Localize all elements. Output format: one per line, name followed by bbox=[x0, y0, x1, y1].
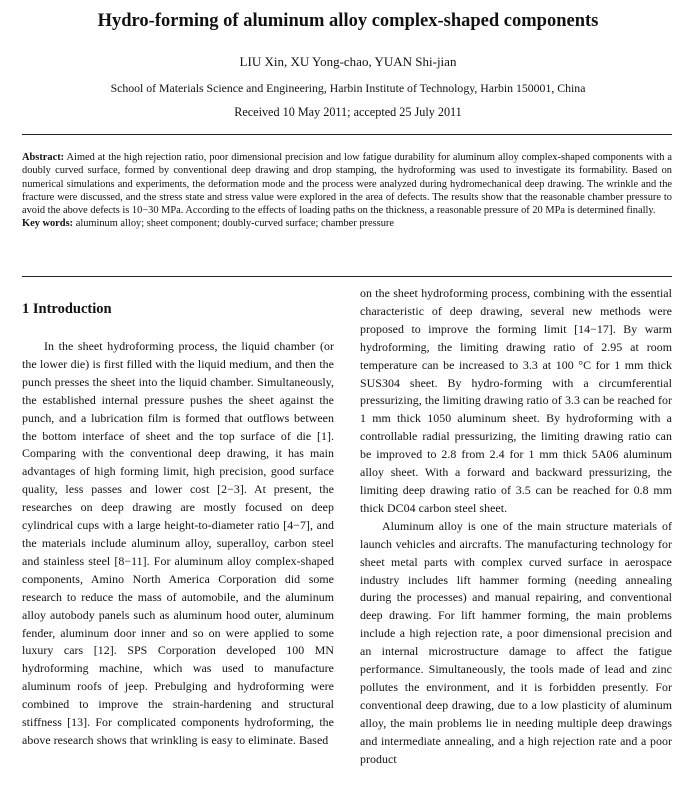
abstract-paragraph bbox=[22, 151, 672, 217]
bottom-divider bbox=[22, 276, 672, 277]
received-dates: Received 10 May 2011; accepted 25 July 2011 bbox=[234, 105, 462, 119]
right-column bbox=[360, 285, 672, 768]
top-divider bbox=[22, 134, 672, 135]
paper-title: Hydro-forming of aluminum alloy complex-shaped components bbox=[97, 11, 599, 31]
affiliation: School of Materials Science and Engineering, Harbin Institute of Technology, Harbin 150001, China bbox=[110, 81, 586, 95]
author-list: LIU Xin, XU Yong-chao, YUAN Shi-jian bbox=[239, 54, 457, 69]
keywords-paragraph bbox=[22, 217, 672, 230]
keywords-label: Key words: bbox=[22, 218, 74, 230]
section-heading: 1 Introduction bbox=[22, 301, 112, 317]
abstract-block bbox=[22, 151, 672, 231]
keywords-text: aluminum alloy; sheet component; doubly-curved surface; chamber pressure bbox=[75, 218, 394, 230]
body-paragraph: on the sheet hydroforming process, combining with the essential characteristic of deep drawing, several new methods were proposed to improve the forming limit [14−17]. By warm hydroforming, the limiting drawing ratio of 2.95 at room temperature can be increased to 3.3 at 100 °C for 1 mm thick SUS304 sheet. By hydro-forming with a circumferential pressurizing, the limiting drawing ratio of 3.3 can be reached for 1 mm thick 1050 aluminum sheet. By hydroforming with a controllable radial pressurizing, the limiting drawing ratio can be improved to 2.8 from 2.4 for 1 mm thick 5A06 aluminum alloy sheet. With a forward and backward pressurizing, the limiting deep drawing ratio of 3.5 can be reached for 0.8 mm thick DC04 carbon steel sheet. bbox=[360, 286, 672, 515]
body-paragraph: Aluminum alloy is one of the main structure materials of launch vehicles and aircrafts. The manufacturing technology for sheet metal parts with complex curved surface in aerospace industry includes lift hammer forming (needing annealing during the processes) and manual repairing, and conventional deep drawing. For lift hammer forming, the main problems include a high rejection rate, a poor dimensional precision and an internal microstructure damage to affect the fatigue performance. Simultaneously, the tools made of lead and zinc pollutes the environment, and it is forbidden presently. For conventional deep drawing, due to a low plasticity of aluminum alloy, the main problems lie in needing multiple deep drawings and intermediate annealing, and a high rejection rate and a poor product bbox=[360, 518, 672, 766]
body-paragraph: In the sheet hydroforming process, the liquid chamber (or the lower die) is first filled with the liquid medium, and then the punch presses the sheet into the liquid chamber. Simultaneously, the established internal pressure pushes the sheet against the punch, and a lubrication film is formed that outflows between the bottom interface of sheet and the top surface of die [1]. Comparing with the conventional deep drawing, it has main advantages of high forming limit, high precision, good surface quality, less passes and lower cost [2−3]. At present, the researches on deep drawing are mostly focused on deep cylindrical cups with a large height-to-diameter ratio [4−7], and the materials include aluminum alloy, superalloy, carbon steel and stainless steel [8−11]. For aluminum alloy complex-shaped components, Amino North America Corporation did some research to reduce the mass of automobile, and the aluminum alloy autobody panels such as aluminum hood outer, aluminum fender, aluminum door inner and so on were applied to some luxury cars [12]. SPS Corporation developed 100 MN hydroforming machine, which was used to manufacture aluminum roofs of jeep. Prebulging and hydroforming were combined to improve the strain-hardening and structural stiffness [13]. For complicated components hydroforming, the above research shows that wrinkling is easy to eliminate. Based bbox=[22, 339, 334, 747]
left-column bbox=[22, 338, 334, 750]
abstract-text: Aimed at the high rejection ratio, poor dimensional precision and low fatigue durability for aluminum alloy complex-shaped components with a doubly curved surface, formed by conventional deep drawing and drop stamping, the hydroforming was used to investigate its formability. Based on numerical simulations and experiments, the deformation mode and the process were analyzed during hydromechanical deep drawing. The wrinkle and the fracture were discussed, and the stress state and stress value were explored in the area of defects. The results show that the reasonable chamber pressure to avoid the above defects is 10−30 MPa. According to the effects of loading paths on the thickness, a reasonable pressure of 20 MPa is determined finally. bbox=[22, 152, 673, 217]
abstract-label: Abstract: bbox=[22, 152, 65, 163]
